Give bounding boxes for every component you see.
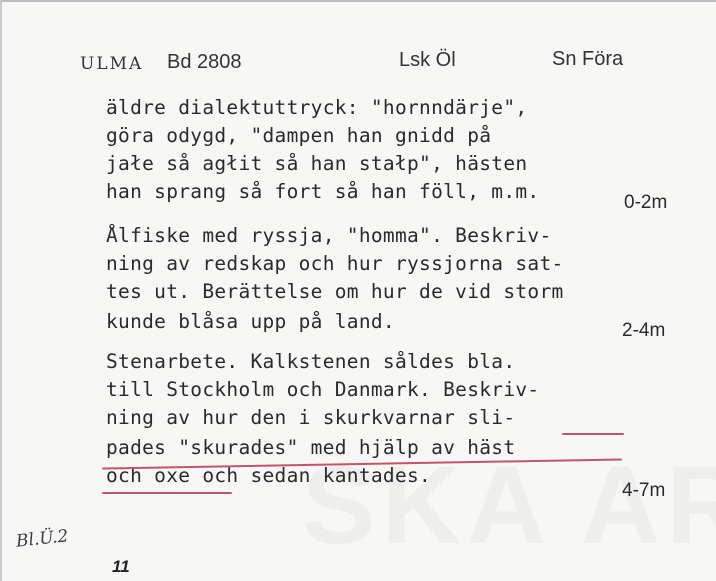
handwritten-number: 11 <box>112 557 130 576</box>
entry-line: tes ut. Berättelse om hur de vid storm <box>106 280 564 303</box>
entry-line: pades "skurades" med hjälp av häst <box>106 436 516 459</box>
archive-id-label: ULMA <box>80 54 144 74</box>
entry-line: ning av redskap och hur ryssjorna sat- <box>106 252 564 275</box>
underline-mark <box>102 492 232 494</box>
handwritten-margin-note: Bl.Ü.2 <box>15 526 70 552</box>
entry-line: han sprang så fort så han föll, m.m. <box>106 180 540 203</box>
entry-line: Stenarbete. Kalkstenen såldes bla. <box>106 350 516 373</box>
entry-length: 2-4m <box>622 320 666 341</box>
bd-number: Bd 2808 <box>167 51 242 73</box>
entry-line: kunde blåsa upp på land. <box>106 310 395 333</box>
entry-line: ning av hur den i skurkvarnar sli- <box>106 406 516 429</box>
underline-mark <box>562 433 624 435</box>
entry-line: Ålfiske med ryssja, "homma". Beskriv- <box>106 224 552 247</box>
entry-line: och oxe och sedan kantades. <box>106 464 432 487</box>
entry-line: till Stockholm och Danmark. Beskriv- <box>106 378 540 401</box>
entry-line: jałe så agłit så han stałp", hästen <box>106 152 528 175</box>
entry-line: äldre dialektuttryck: "hornndärje", <box>106 96 528 119</box>
entry-length: 4-7m <box>622 480 666 501</box>
entry-line: göra odygd, "dampen han gnidd på <box>106 124 492 147</box>
landscape-label: Lsk Öl <box>399 49 456 71</box>
entry-length: 0-2m <box>624 192 668 213</box>
parish-label: Sn Föra <box>552 48 624 70</box>
